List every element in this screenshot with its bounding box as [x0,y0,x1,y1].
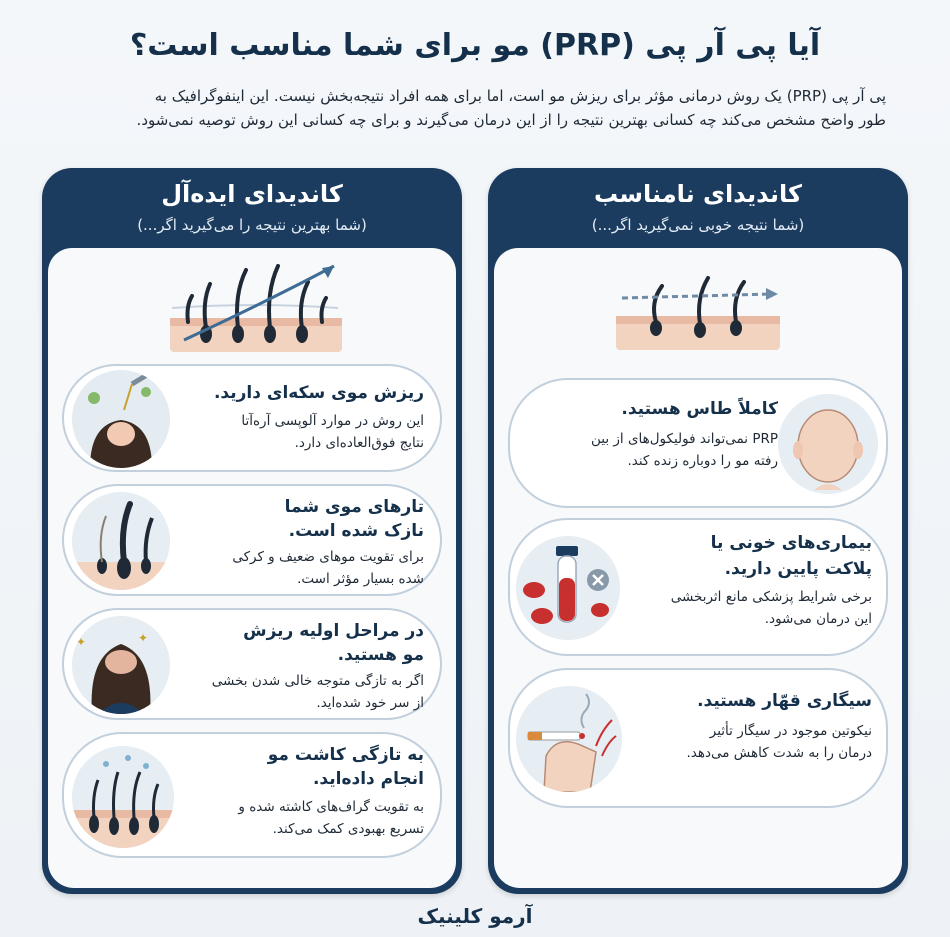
ideal-item-1-desc-2: نتایج فوق‌العاده‌ای دارد. [294,435,424,451]
hair-decline-icon [612,268,784,354]
ideal-item-early-loss [62,608,442,720]
ideal-item-3-desc-1: اگر به تازگی متوجه خالی شدن بخشی [211,673,424,689]
alopecia-injection-icon [72,370,170,468]
ideal-panel-body [48,248,456,888]
smoking-icon [516,686,622,792]
ideal-panel-title: کاندیدای ایده‌آل [161,180,343,208]
ideal-item-3-title-2: مو هستید. [337,645,424,665]
ideal-item-3-title: در مراحل اولیه ریزش [243,621,424,641]
bad-item-1-desc-2: رفته مو را دوباره زنده کند. [627,453,778,469]
bad-item-3-desc-2: درمان را به شدت کاهش می‌دهد. [686,745,872,761]
hair-growth-icon [166,262,346,356]
ideal-candidate-panel [42,168,462,894]
page-title: آیا پی آر پی (PRP) مو برای شما مناسب است؟ [129,28,821,63]
ideal-item-1-title: ریزش موی سکه‌ای دارید. [213,383,424,403]
ideal-item-2-title: تارهای موی شما [284,497,424,517]
svg-text:✦: ✦ [75,635,86,649]
bad-item-2-desc-1: برخی شرایط پزشکی مانع اثربخشی [670,589,872,605]
ideal-item-transplant [62,732,442,858]
bad-item-blood [508,518,888,656]
ideal-item-2-desc-2: شده بسیار مؤثر است. [297,571,424,587]
bad-panel-subtitle: (شما نتیجه خوبی نمی‌گیرید اگر...) [591,216,805,234]
brand-footer: آرمو کلینیک [417,904,533,928]
intro-line-2: طور واضح مشخص می‌کند چه کسانی بهترین نتیجه را از این درمان می‌گیرند و برای چه کسانی این روش توصیه نمی‌شود. [136,111,886,129]
ideal-panel-header [42,168,462,248]
bad-item-bald [508,378,888,508]
bad-item-1-desc-1: PRP نمی‌تواند فولیکول‌های از بین [590,431,778,447]
ideal-item-alopecia [62,364,442,472]
ideal-panel-subtitle: (شما بهترین نتیجه را می‌گیرید اگر...) [137,216,367,234]
bad-panel-body [494,248,902,888]
blood-tube-icon [516,536,620,640]
bad-item-3-title: سیگاری قهّار هستید. [697,691,872,711]
early-hair-loss-icon [72,616,170,714]
bad-item-2-title-2: پلاکت پایین دارید. [724,559,872,579]
bad-panel-title: کاندیدای نامناسب [594,180,802,208]
bald-head-icon [778,394,878,494]
bad-item-smoking [508,668,888,808]
bad-item-2-desc-2: این درمان می‌شود. [764,611,872,627]
ideal-item-4-title: به تازگی کاشت مو [267,745,424,765]
bad-candidate-panel [488,168,908,894]
bad-item-1-title: کاملاً طاس هستید. [621,399,778,419]
ideal-item-4-title-2: انجام داده‌اید. [312,769,424,789]
hair-transplant-icon [72,746,174,848]
ideal-item-2-desc-1: برای تقویت موهای ضعیف و کرکی [232,549,424,565]
intro-line-1: پی آر پی (PRP) یک روش درمانی مؤثر برای ریزش مو است، اما برای همه افراد نتیجه‌بخش نیست. این اینفوگرافیک به [154,87,886,105]
bad-item-2-title: بیماری‌های خونی یا [710,533,872,553]
ideal-item-4-desc-1: به تقویت گراف‌های کاشته شده و [238,799,424,815]
ideal-item-thin-hair [62,484,442,596]
svg-text:✦: ✦ [137,631,148,645]
bad-item-3-desc-1: نیکوتین موجود در سیگار تأثیر [709,723,872,739]
intro-text [56,84,886,132]
ideal-item-1-desc-1: این روش در موارد آلوپسی آره‌آتا [241,413,424,429]
ideal-item-3-desc-2: از سر خود شده‌اید. [316,695,424,711]
thin-hair-icon [72,492,170,590]
ideal-item-4-desc-2: تسریع بهبودی کمک می‌کند. [272,821,424,837]
bad-panel-header [488,168,908,248]
ideal-item-2-title-2: نازک شده است. [288,521,424,541]
